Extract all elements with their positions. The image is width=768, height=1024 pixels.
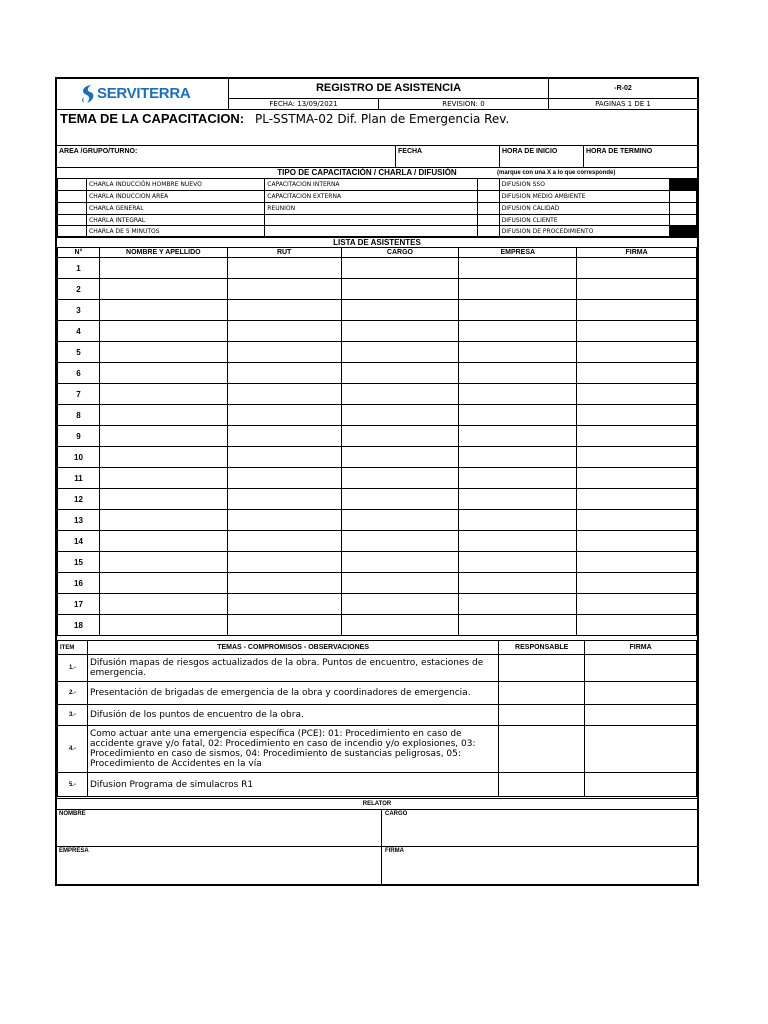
attendee-empresa[interactable] bbox=[459, 510, 577, 531]
attendee-row bbox=[58, 531, 697, 552]
attendee-row bbox=[58, 615, 697, 636]
attendance-form bbox=[55, 77, 699, 886]
col-header: RESPONSABLE bbox=[499, 641, 585, 655]
attendee-firma[interactable] bbox=[577, 489, 697, 510]
attendee-cargo[interactable] bbox=[341, 363, 459, 384]
attendee-rut[interactable] bbox=[227, 342, 341, 363]
attendee-firma[interactable] bbox=[577, 342, 697, 363]
attendee-firma[interactable] bbox=[577, 573, 697, 594]
attendee-cargo[interactable] bbox=[341, 468, 459, 489]
attendee-firma[interactable] bbox=[577, 279, 697, 300]
tema-firma[interactable] bbox=[585, 773, 697, 797]
asistentes-title: LISTA DE ASISTENTES bbox=[57, 237, 697, 247]
attendee-number: 9 bbox=[58, 426, 100, 447]
tema-responsable[interactable] bbox=[499, 726, 585, 773]
relator-cargo-label: CARGO bbox=[385, 811, 408, 817]
form-title: REGISTRO DE ASISTENCIA bbox=[229, 79, 549, 99]
attendee-firma[interactable] bbox=[577, 426, 697, 447]
attendee-name[interactable] bbox=[99, 615, 227, 636]
attendee-number: 7 bbox=[58, 384, 100, 405]
tipo-option-cell: REUNION bbox=[265, 203, 477, 215]
attendee-cargo[interactable] bbox=[341, 489, 459, 510]
attendee-firma[interactable] bbox=[577, 384, 697, 405]
relator-title: RELATOR bbox=[57, 799, 697, 810]
attendee-name[interactable] bbox=[99, 531, 227, 552]
attendee-rut[interactable] bbox=[227, 426, 341, 447]
col-header: ITEM bbox=[58, 641, 88, 655]
col-header: NOMBRE Y APELLIDO bbox=[99, 248, 227, 258]
col-header: FIRMA bbox=[577, 248, 697, 258]
attendee-rut[interactable] bbox=[227, 405, 341, 426]
form-code: -R-02 bbox=[549, 79, 697, 99]
tipo-check-cell[interactable] bbox=[477, 203, 499, 215]
attendee-cargo[interactable] bbox=[341, 405, 459, 426]
attendee-name[interactable] bbox=[99, 258, 227, 279]
attendee-number: 12 bbox=[58, 489, 100, 510]
attendee-cargo[interactable] bbox=[341, 321, 459, 342]
attendee-rut[interactable] bbox=[227, 573, 341, 594]
attendee-row bbox=[58, 510, 697, 531]
tipo-option-cell: CHARLA INDUCCIÓN HOMBRE NUEVO bbox=[87, 179, 265, 191]
attendee-name[interactable] bbox=[99, 405, 227, 426]
attendee-cargo[interactable] bbox=[341, 426, 459, 447]
attendee-cargo[interactable] bbox=[341, 531, 459, 552]
logo-text: SERVITERRA bbox=[97, 85, 191, 102]
attendee-row bbox=[58, 342, 697, 363]
tema-responsable[interactable] bbox=[499, 705, 585, 726]
attendee-number: 17 bbox=[58, 594, 100, 615]
attendee-cargo[interactable] bbox=[341, 447, 459, 468]
attendee-rut[interactable] bbox=[227, 510, 341, 531]
attendee-name[interactable] bbox=[99, 552, 227, 573]
serviterra-logo-icon bbox=[79, 84, 97, 104]
attendee-empresa[interactable] bbox=[459, 321, 577, 342]
attendee-rut[interactable] bbox=[227, 594, 341, 615]
attendee-empresa[interactable] bbox=[459, 342, 577, 363]
tipo-check-cell[interactable] bbox=[58, 203, 87, 215]
tipo-check-cell[interactable] bbox=[58, 226, 87, 237]
attendee-row bbox=[58, 405, 697, 426]
fecha-label: FECHA bbox=[395, 146, 499, 168]
attendee-name[interactable] bbox=[99, 594, 227, 615]
attendee-firma[interactable] bbox=[577, 447, 697, 468]
tipo-check-cell[interactable] bbox=[477, 215, 499, 226]
attendee-rut[interactable] bbox=[227, 447, 341, 468]
attendee-rut[interactable] bbox=[227, 552, 341, 573]
relator-nombre-field[interactable] bbox=[57, 810, 382, 847]
attendee-name[interactable] bbox=[99, 573, 227, 594]
tema-num: 4.- bbox=[58, 726, 88, 773]
tipo-option-cell: DIFUSION CLIENTE bbox=[499, 215, 669, 226]
attendee-rut[interactable] bbox=[227, 384, 341, 405]
attendee-empresa[interactable] bbox=[459, 447, 577, 468]
tipo-check-cell[interactable] bbox=[477, 226, 499, 237]
tipo-check-cell[interactable] bbox=[477, 179, 499, 191]
tipo-mark-cell[interactable] bbox=[669, 203, 696, 215]
tipo-option-cell bbox=[265, 226, 477, 237]
attendee-cargo[interactable] bbox=[341, 552, 459, 573]
col-header: EMPRESA bbox=[459, 248, 577, 258]
attendee-number: 1 bbox=[58, 258, 100, 279]
tipo-option-cell: CHARLA DE 5 MINUTOS bbox=[87, 226, 265, 237]
attendee-firma[interactable] bbox=[577, 300, 697, 321]
attendee-firma[interactable] bbox=[577, 468, 697, 489]
tema-text: Como actuar ante una emergencia específica (PCE): 01: Procedimiento en caso de accidente grave y/o fatal, 02: Procedimiento en caso de incendio y/o explosiones, 03: Procedimiento en caso de sismos, 04: Procedimiento de sustancias peligrosas, 05: Procedimiento de Accidentes en la vía bbox=[87, 726, 498, 773]
form-date: FECHA: 13/09/2021 bbox=[229, 99, 379, 109]
relator-empresa-label: EMPRESA bbox=[59, 848, 89, 854]
temas-table bbox=[57, 640, 697, 797]
attendee-number: 13 bbox=[58, 510, 100, 531]
attendee-name[interactable] bbox=[99, 384, 227, 405]
tipo-option-cell: CAPACITACION INTERNA bbox=[265, 179, 477, 191]
topic-value: PL-SSTMA-02 Dif. Plan de Emergencia Rev. bbox=[255, 112, 510, 126]
attendee-number: 18 bbox=[58, 615, 100, 636]
tipo-option-cell: DIFUSION DE PROCEDIMIENTO bbox=[499, 226, 669, 237]
tema-num: 1.- bbox=[58, 655, 88, 682]
attendee-cargo[interactable] bbox=[341, 594, 459, 615]
attendee-empresa[interactable] bbox=[459, 279, 577, 300]
tema-num: 2.- bbox=[58, 682, 88, 705]
attendee-firma[interactable] bbox=[577, 510, 697, 531]
attendee-firma[interactable] bbox=[577, 405, 697, 426]
attendee-cargo[interactable] bbox=[341, 510, 459, 531]
attendee-cargo[interactable] bbox=[341, 342, 459, 363]
attendee-rut[interactable] bbox=[227, 258, 341, 279]
tema-firma[interactable] bbox=[585, 726, 697, 773]
tipo-mark-cell[interactable] bbox=[669, 226, 696, 237]
attendee-number: 6 bbox=[58, 363, 100, 384]
tema-firma[interactable] bbox=[585, 655, 697, 682]
tipo-mark-cell[interactable] bbox=[669, 191, 696, 203]
attendee-row bbox=[58, 258, 697, 279]
attendee-empresa[interactable] bbox=[459, 594, 577, 615]
attendee-name[interactable] bbox=[99, 342, 227, 363]
relator-section bbox=[57, 798, 697, 884]
tema-text: Difusión mapas de riesgos actualizados de la obra. Puntos de encuentro, estaciones de emergencia. bbox=[87, 655, 498, 682]
attendee-name[interactable] bbox=[99, 510, 227, 531]
attendee-rut[interactable] bbox=[227, 531, 341, 552]
tipo-title: TIPO DE CAPACITACIÓN / CHARLA / DIFUSIÓN bbox=[277, 168, 457, 177]
attendee-row bbox=[58, 363, 697, 384]
asistentes-table bbox=[57, 247, 697, 636]
attendee-empresa[interactable] bbox=[459, 468, 577, 489]
tema-num: 3.- bbox=[58, 705, 88, 726]
attendee-row bbox=[58, 384, 697, 405]
relator-nombre-label: NOMBRE bbox=[59, 811, 86, 817]
attendee-empresa[interactable] bbox=[459, 573, 577, 594]
tema-text: Difusion Programa de simulacros R1 bbox=[87, 773, 498, 797]
tipo-option-cell: CAPACITACION EXTERNA bbox=[265, 191, 477, 203]
attendee-row bbox=[58, 489, 697, 510]
tipo-check-cell[interactable] bbox=[58, 215, 87, 226]
attendee-number: 10 bbox=[58, 447, 100, 468]
attendee-name[interactable] bbox=[99, 447, 227, 468]
col-header: RUT bbox=[227, 248, 341, 258]
tema-firma[interactable] bbox=[585, 682, 697, 705]
attendee-empresa[interactable] bbox=[459, 258, 577, 279]
tipo-check-cell[interactable] bbox=[477, 191, 499, 203]
attendee-row bbox=[58, 300, 697, 321]
attendee-rut[interactable] bbox=[227, 489, 341, 510]
attendee-empresa[interactable] bbox=[459, 489, 577, 510]
tipo-option-cell bbox=[265, 215, 477, 226]
attendee-firma[interactable] bbox=[577, 594, 697, 615]
attendee-rut[interactable] bbox=[227, 615, 341, 636]
attendee-number: 4 bbox=[58, 321, 100, 342]
col-header: CARGO bbox=[341, 248, 459, 258]
tema-responsable[interactable] bbox=[499, 682, 585, 705]
attendee-name[interactable] bbox=[99, 279, 227, 300]
tipo-option-cell: CHARLA GENERAL bbox=[87, 203, 265, 215]
attendee-empresa[interactable] bbox=[459, 300, 577, 321]
attendee-cargo[interactable] bbox=[341, 384, 459, 405]
attendee-cargo[interactable] bbox=[341, 573, 459, 594]
attendee-firma[interactable] bbox=[577, 321, 697, 342]
attendee-row bbox=[58, 552, 697, 573]
tipo-mark-cell[interactable] bbox=[669, 215, 696, 226]
attendee-number: 3 bbox=[58, 300, 100, 321]
attendee-rut[interactable] bbox=[227, 321, 341, 342]
form-pages: PAGINAS 1 DE 1 bbox=[595, 100, 651, 108]
tema-text: Presentación de brigadas de emergencia de la obra y coordinadores de emergencia. bbox=[87, 682, 498, 705]
tipo-option-cell: CHARLA INDUCCION AREA bbox=[87, 191, 265, 203]
relator-firma-field[interactable] bbox=[382, 847, 697, 885]
attendee-number: 11 bbox=[58, 468, 100, 489]
attendee-cargo[interactable] bbox=[341, 279, 459, 300]
attendee-cargo[interactable] bbox=[341, 300, 459, 321]
tema-responsable[interactable] bbox=[499, 773, 585, 797]
attendee-row bbox=[58, 279, 697, 300]
attendee-number: 2 bbox=[58, 279, 100, 300]
attendee-rut[interactable] bbox=[227, 300, 341, 321]
tipo-option-cell: CHARLA INTEGRAL bbox=[87, 215, 265, 226]
col-header: FIRMA bbox=[585, 641, 697, 655]
attendee-row bbox=[58, 426, 697, 447]
tipo-option-cell: DIFUSION MEDIO AMBIENTE bbox=[499, 191, 669, 203]
attendee-rut[interactable] bbox=[227, 363, 341, 384]
attendee-rut[interactable] bbox=[227, 279, 341, 300]
tipo-option-cell: DIFUSION CALIDAD bbox=[499, 203, 669, 215]
tipo-check-cell[interactable] bbox=[58, 179, 87, 191]
attendee-number: 8 bbox=[58, 405, 100, 426]
topic-row bbox=[57, 109, 697, 145]
attendee-row bbox=[58, 573, 697, 594]
relator-firma-label: FIRMA bbox=[385, 848, 404, 854]
attendee-firma[interactable] bbox=[577, 552, 697, 573]
attendee-number: 14 bbox=[58, 531, 100, 552]
attendee-firma[interactable] bbox=[577, 615, 697, 636]
tema-num: 5.- bbox=[58, 773, 88, 797]
tipo-option-cell: DIFUSION SSO bbox=[499, 179, 669, 191]
attendee-empresa[interactable] bbox=[459, 531, 577, 552]
attendee-name[interactable] bbox=[99, 489, 227, 510]
attendee-cargo[interactable] bbox=[341, 258, 459, 279]
hora-inicio-label: HORA DE INICIO bbox=[499, 146, 583, 168]
form-revision: REVISION: 0 bbox=[379, 99, 549, 109]
attendee-empresa[interactable] bbox=[459, 426, 577, 447]
attendee-name[interactable] bbox=[99, 426, 227, 447]
attendee-number: 15 bbox=[58, 552, 100, 573]
hora-termino-label: HORA DE TERMINO bbox=[583, 146, 697, 168]
attendee-row bbox=[58, 321, 697, 342]
relator-cargo-field[interactable] bbox=[382, 810, 697, 847]
tema-responsable[interactable] bbox=[499, 655, 585, 682]
attendee-cargo[interactable] bbox=[341, 615, 459, 636]
attendee-name[interactable] bbox=[99, 321, 227, 342]
attendee-name[interactable] bbox=[99, 300, 227, 321]
info-row bbox=[57, 145, 697, 167]
attendee-rut[interactable] bbox=[227, 468, 341, 489]
attendee-row bbox=[58, 468, 697, 489]
attendee-number: 16 bbox=[58, 573, 100, 594]
attendee-firma[interactable] bbox=[577, 258, 697, 279]
tema-text: Difusión de los puntos de encuentro de la obra. bbox=[87, 705, 498, 726]
col-header: TEMAS - COMPROMISOS - OBSERVACIONES bbox=[87, 641, 498, 655]
tema-firma[interactable] bbox=[585, 705, 697, 726]
attendee-empresa[interactable] bbox=[459, 363, 577, 384]
attendee-number: 5 bbox=[58, 342, 100, 363]
attendee-firma[interactable] bbox=[577, 363, 697, 384]
tipo-table bbox=[57, 178, 697, 237]
attendee-row bbox=[58, 594, 697, 615]
tipo-section bbox=[57, 167, 697, 237]
area-label: AREA /GRUPO/TURNO: bbox=[59, 148, 138, 155]
col-header: N° bbox=[58, 248, 100, 258]
tipo-check-cell[interactable] bbox=[58, 191, 87, 203]
topic-label: TEMA DE LA CAPACITACION: bbox=[60, 111, 245, 126]
attendee-name[interactable] bbox=[99, 363, 227, 384]
attendee-empresa[interactable] bbox=[459, 615, 577, 636]
attendee-empresa[interactable] bbox=[459, 552, 577, 573]
attendee-name[interactable] bbox=[99, 468, 227, 489]
relator-empresa-field[interactable] bbox=[57, 847, 382, 885]
attendee-firma[interactable] bbox=[577, 531, 697, 552]
attendee-row bbox=[58, 447, 697, 468]
tipo-note: (marque con una X a lo que corresponde) bbox=[497, 170, 616, 176]
tipo-mark-cell[interactable] bbox=[669, 179, 696, 191]
attendee-empresa[interactable] bbox=[459, 405, 577, 426]
logo-cell bbox=[57, 79, 229, 109]
attendee-empresa[interactable] bbox=[459, 384, 577, 405]
